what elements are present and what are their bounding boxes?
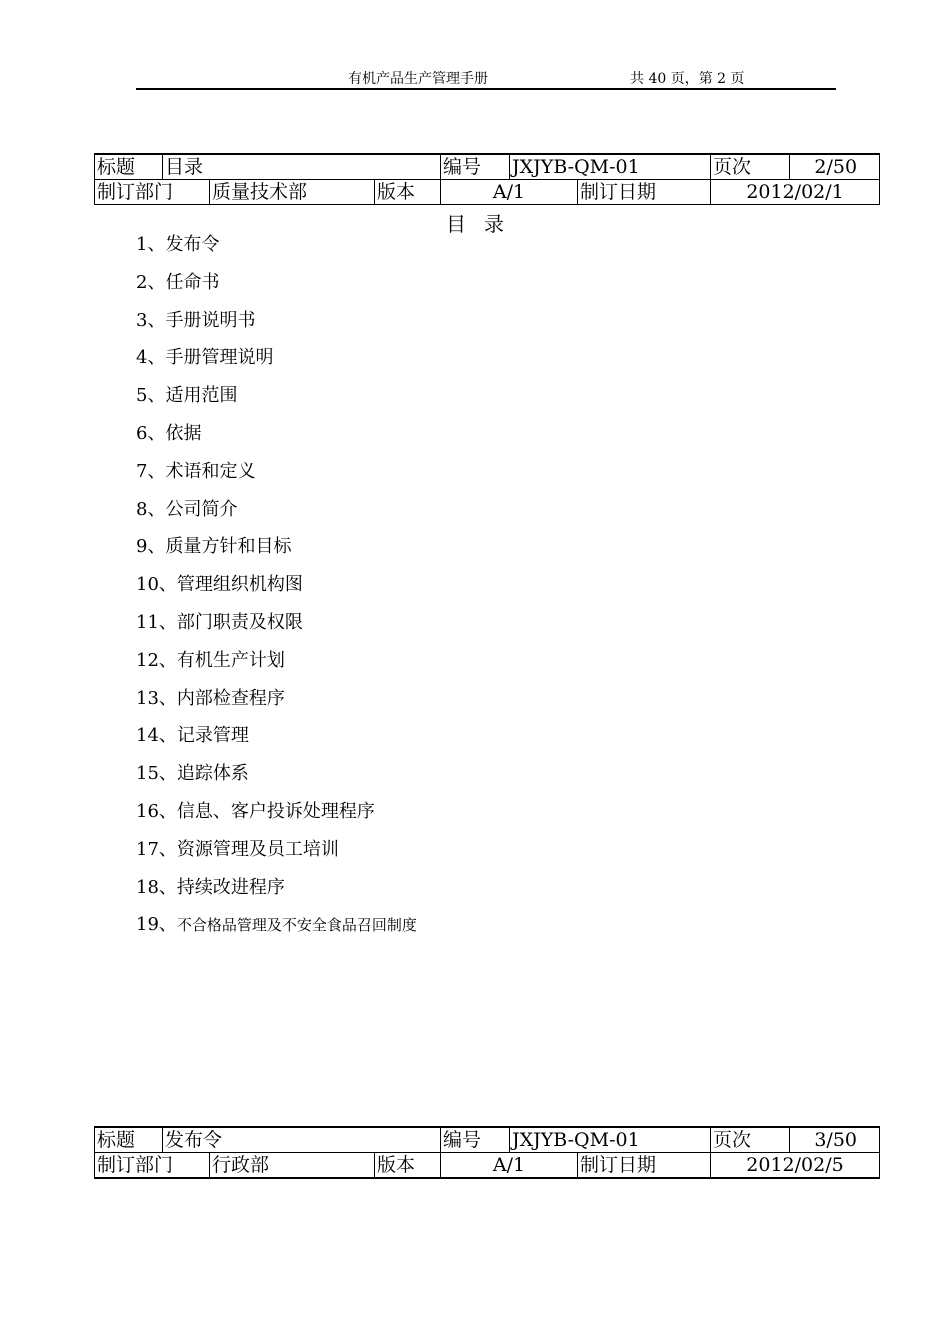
version-label: 版本 [375,180,441,205]
toc-number: 15、 [136,763,177,785]
toc-item [136,839,417,877]
toc-item [136,536,417,574]
page-label: 页次 [711,1127,790,1153]
document-control-table-bottom [94,1126,880,1179]
page-value: 3/50 [790,1127,880,1153]
toc-item [136,574,417,612]
toc-text: 有机生产计划 [176,649,285,671]
toc-item [136,234,417,272]
toc-text: 公司简介 [165,498,238,520]
toc-number: 7、 [136,460,166,482]
code-value: JXJYB-QM-01 [510,1127,711,1153]
page-value: 2/50 [790,154,880,180]
toc-item [136,650,417,688]
toc-text: 依据 [165,422,202,444]
toc-number: 11、 [136,611,177,633]
toc-text: 部门职责及权限 [176,611,303,633]
version-label: 版本 [375,1153,441,1179]
toc-number: 13、 [136,687,177,709]
running-header [136,66,836,90]
dept-label: 制订部门 [95,180,210,205]
toc-text: 管理组织机构图 [176,574,303,596]
toc-text: 记录管理 [176,725,249,747]
toc-text: 术语和定义 [165,460,256,482]
title-value: 发布令 [163,1127,441,1153]
title-label: 标题 [95,154,163,180]
toc-number: 2、 [136,271,166,293]
toc-number: 1、 [136,234,166,255]
table-of-contents [136,234,417,952]
toc-text: 资源管理及员工培训 [176,838,339,860]
title-label: 标题 [95,1127,163,1153]
toc-number: 5、 [136,385,166,407]
toc-item [136,423,417,461]
toc-text: 追踪体系 [176,763,249,785]
date-label: 制订日期 [578,180,711,205]
title-value: 目录 [163,154,441,180]
toc-item [136,914,417,952]
toc-text: 手册说明书 [165,309,256,331]
toc-number: 17、 [136,838,177,860]
code-label: 编号 [441,154,510,180]
date-label: 制订日期 [578,1153,711,1179]
toc-heading: 目录 [446,212,522,236]
manual-title: 有机产品生产管理手册 [348,71,488,87]
toc-number: 9、 [136,536,166,558]
code-label: 编号 [441,1127,510,1153]
toc-number: 12、 [136,649,177,671]
toc-number: 6、 [136,422,166,444]
toc-number: 16、 [136,800,177,822]
page-info: 共 40 页，第 2 页 [630,71,745,87]
dept-label: 制订部门 [95,1153,210,1179]
toc-number: 18、 [136,876,177,898]
toc-text: 持续改进程序 [176,876,285,898]
date-value: 2012/02/5 [711,1153,880,1179]
toc-item [136,801,417,839]
toc-item [136,347,417,385]
toc-number: 10、 [136,574,177,596]
toc-item [136,612,417,650]
toc-item [136,725,417,763]
toc-item [136,272,417,310]
version-value: A/1 [441,1153,578,1179]
toc-text: 适用范围 [165,385,238,407]
toc-text: 发布令 [165,234,220,255]
date-value: 2012/02/1 [711,180,880,205]
toc-text: 手册管理说明 [165,347,274,369]
version-value: A/1 [441,180,578,205]
document-control-table-top [94,153,880,205]
toc-item [136,461,417,499]
dept-value: 质量技术部 [210,180,375,205]
toc-item [136,385,417,423]
toc-text: 信息、客户投诉处理程序 [176,800,375,822]
toc-number: 19、 [136,914,177,936]
toc-text: 内部检查程序 [176,687,285,709]
toc-item [136,499,417,537]
toc-text: 质量方针和目标 [165,536,292,558]
toc-item [136,763,417,801]
toc-item [136,688,417,726]
toc-text: 不合格品管理及不安全食品召回制度 [176,916,417,935]
toc-number: 4、 [136,347,166,369]
dept-value: 行政部 [210,1153,375,1179]
toc-item [136,310,417,348]
toc-item [136,877,417,915]
toc-text: 任命书 [165,271,220,293]
toc-number: 8、 [136,498,166,520]
toc-number: 3、 [136,309,166,331]
code-value: JXJYB-QM-01 [510,154,711,180]
page-label: 页次 [711,154,790,180]
toc-number: 14、 [136,725,177,747]
